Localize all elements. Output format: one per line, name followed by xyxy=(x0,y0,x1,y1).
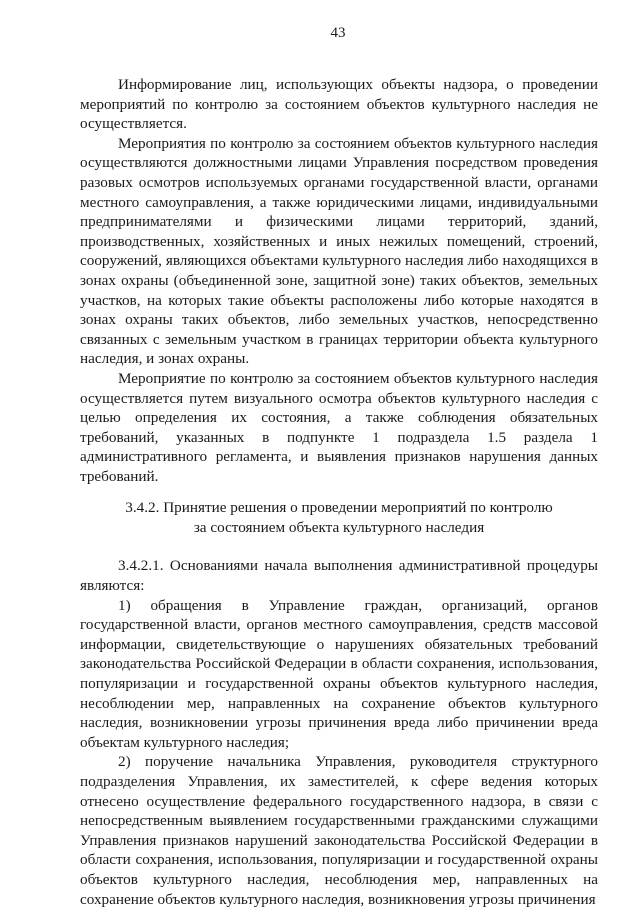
paragraph-grounds: 3.4.2.1. Основаниями начала выполнения административной процедуры являются: xyxy=(80,557,598,595)
page-number: 43 xyxy=(330,25,346,41)
section-heading xyxy=(80,498,598,538)
paragraph-informing: Информирование лиц, использующих объекты надзора, о проведении мероприятий по контролю за состоянием объектов культурного наследия не осуществляется. xyxy=(80,76,598,133)
paragraph-control-measures: Мероприятия по контролю за состоянием объектов культурного наследия осуществляются должностными лицами Управления посредством проведения разовых осмотров используемых органами государственной власти, органами местного самоуправления, а также юридическими лицами, индивидуальными предпринимателями и физическими лицами территорий, зданий, производственных, хозяйственных и иных нежилых помещений, строений, сооружений, являющихся объектами культурного наследия либо находящихся в зонах охраны (объединенной зоне, защитной зоне) таких объектов, земельных участков, на которых такие объекты расположены либо которые находятся в зонах охраны таких объектов, либо земельных участков, непосредственно связанных с земельным участком в границах территории объекта культурного наследия, и зонах охраны. xyxy=(80,134,598,368)
section-heading-line-2: за состоянием объекта культурного наследия xyxy=(193,519,485,537)
paragraph-visual-inspection: Мероприятие по контролю за состоянием объектов культурного наследия осуществляется путем визуального осмотра объектов культурного наследия с целью определения их состояния, а также соблюдения обязательных требований, указанных в подпункте 1 подраздела 1.5 раздела 1 административного регламента, и выявления признаков нарушения данных требований. xyxy=(80,369,598,485)
section-heading-line-1: 3.4.2. Принятие решения о проведении мероприятий по контролю xyxy=(125,499,553,517)
list-item-1: 1) обращения в Управление граждан, организаций, органов государственной власти, органов местного самоуправления, средств массовой информации, свидетельствующие о нарушениях обязательных требований законодательства Российской Федерации в области сохранения, использования, популяризации и государственной охраны объектов культурного наследия, несоблюдении мер, направленных на сохранение объектов культурного наследия, возникновении угрозы причинения вреда либо причинении вреда объектам культурного наследия; xyxy=(80,596,598,751)
list-item-2: 2) поручение начальника Управления, руководителя структурного подразделения Управления, их заместителей, к сфере ведения которых отнесено осуществление федерального государственного надзора, в связи с непосредственным выявлением государственными гражданскими служащими Управления признаков нарушений законодательства Российской Федерации в области сохранения, использования, популяризации и государственной охраны объектов культурного наследия, несоблюдения мер, направленных на сохранение объектов культурного наследия, возникновения угрозы причинения xyxy=(80,753,598,908)
page-content xyxy=(80,75,598,909)
